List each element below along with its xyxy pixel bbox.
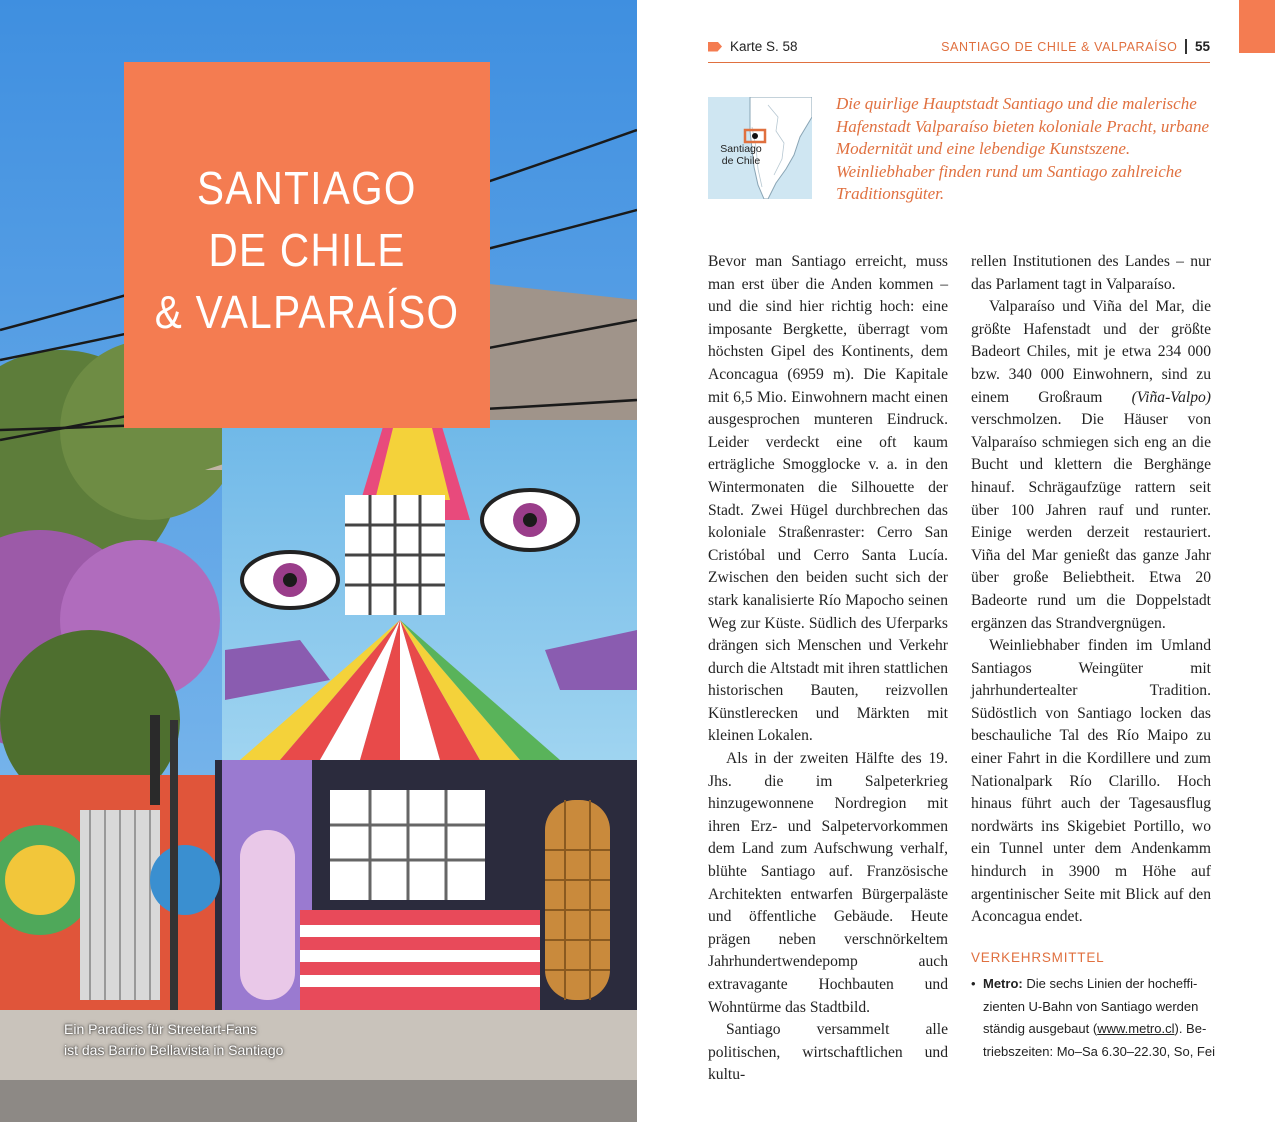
- section-title: SANTIAGO DE CHILE & VALPARAÍSO: [941, 39, 1178, 54]
- body-column-left: [708, 251, 948, 1087]
- map-reference-label: Karte S. 58: [730, 39, 798, 54]
- header-divider: [1185, 39, 1187, 54]
- body-paragraph: Als in der zweiten Hälfte des 19. Jhs. die im Salpeterkrieg hinzugewonnene Nordregion mit ihren Erz- und Salpetervorkommen dem Land zum Aufschwung verhalf, blühte Santiago auf. Französische Architekten entwarfen Bürgerpaläste und öffentliche Gebäude. Heute prägen neben verschnörkeltem Jahrhundertwendepomp auch extravagante Hochbauten und Wohntürme das Stadtbild.: [708, 750, 948, 1016]
- chapter-title-line-3: & VALPARAÍSO: [154, 286, 460, 338]
- bullet-line: zienten U-Bahn von Santiago werden: [983, 998, 1199, 1014]
- body-paragraph: Santiago versammelt alle politischen, wirtschaftlichen und kultu-: [708, 1021, 948, 1084]
- bullet-icon: •: [971, 976, 976, 991]
- map-label-line-2: de Chile: [721, 155, 761, 167]
- traffic-info: [971, 973, 1215, 1063]
- bullet-text: Die sechs Linien der hocheffi-: [1022, 976, 1198, 991]
- body-paragraph: Weinliebhaber finden im Umland Santiagos Weingüter mit jahrhundertealter Tradition. Südöstlich von Santiago locken das beschauliche Tal des Río Maipo zu einer Fahrt in die Kordillere und zum Nationalpark Río Clarillo. Hoch hinaus führt auch der Tagesausflug nordwärts ins Skigebiet Portillo, wo ein Tunnel unter dem Andenkamm hindurch in 3900 m Höhe auf argentinischer Seite mit Blick auf den Aconcagua endet.: [971, 637, 1211, 926]
- chapter-title-box: [124, 62, 490, 428]
- bullet-label: Metro:: [983, 976, 1023, 991]
- map-label: [717, 143, 765, 167]
- map-label-line-1: Santiago: [720, 143, 762, 155]
- bullet-line: triebszeiten: Mo–Sa 6.30–22.30, So, Fei: [983, 1043, 1215, 1059]
- photo-caption-line-2: ist das Barrio Bellavista in Santiago: [64, 1042, 284, 1058]
- bullet-text: ). Be-: [1174, 1021, 1207, 1036]
- page-number: 55: [1194, 39, 1210, 54]
- body-paragraph: Bevor man Santiago erreicht, muss man erst über die Anden kommen – und die sind hier richtig hoch: eine imposante Bergkette, überragt vom höchsten Gipel des Kontinents, dem Aconcagua (6959 m). Die Kapitale mit 6,5 Mio. Einwohnern macht einen ausgesprochen munteren Eindruck. Leider verdeckt eine oft kaum erträgliche Smogglocke v. a. in den Wintermonaten die Silhouette der Stadt. Zwei Hügel durchbrechen das koloniale Straßenraster: Cerro San Cristóbal und Cerro Santa Lucía. Zwischen den beiden sucht sich der stark kanalisierte Río Mapocho seinen Weg zur Küste. Südlich des Uferparks drängen sich Menschen und Verkehr durch die Altstadt mit ihren stattlichen historischen Bauten, reizvollen Künstlerecken und Märkten mit kleinen Lokalen.: [708, 253, 948, 745]
- running-head: [708, 39, 1210, 59]
- map-reference[interactable]: [708, 39, 798, 54]
- metro-link[interactable]: www.metro.cl: [1097, 1021, 1175, 1036]
- bullet-line: [971, 973, 1211, 996]
- body-paragraph-valparaiso: [971, 296, 1211, 635]
- photo-caption-line-1: Ein Paradies für Streetart-Fans: [64, 1021, 257, 1037]
- arrow-tag-icon: [708, 42, 722, 52]
- chapter-title-line-2: DE CHILE: [208, 224, 406, 276]
- intro-teaser: Die quirlige Hauptstadt Santiago und die malerische Hafenstadt Valparaíso bieten koloniale Pracht, urbane Modernität und eine lebendige Kunstszene. Weinliebhaber finden rund um Santiago zahlreiche Traditionsgüter.: [836, 94, 1210, 203]
- photo-caption: [64, 1019, 364, 1061]
- chapter-title-line-1: SANTIAGO: [197, 162, 417, 214]
- italic-term: (Viña-Valpo): [1131, 388, 1211, 406]
- body-paragraph: rellen Institutionen des Landes – nur das Parlament tagt in Valparaíso.: [971, 253, 1211, 293]
- bullet-text: ständig ausgebaut (: [983, 1021, 1098, 1036]
- traffic-heading: VERKEHRSMITTEL: [971, 950, 1105, 965]
- body-text: verschmolzen. Die Häuser von Valparaíso schmiegen sich eng an die Bucht und klettern die Berghänge hinauf. Schrägaufzüge rattern seit über 100 Jahren rauf und runter. Einige werden derzeit restauriert. Viña del Mar genießt das ganze Jahr über große Beliebtheit. Etwa 20 Badeorte rund um die Doppelstadt ergänzen das Strandvergnügen.: [971, 411, 1211, 632]
- header-rule: [708, 62, 1210, 63]
- section-info: [941, 39, 1210, 54]
- bullet-line: [971, 1018, 1211, 1041]
- chapter-tab: [1239, 0, 1275, 53]
- photo-page: [0, 0, 637, 1122]
- text-page: [637, 0, 1275, 1122]
- locator-map[interactable]: [708, 97, 812, 199]
- body-text: Valparaíso und Viña del Mar, die größte Hafenstadt und der größte Badeort Chiles, mit je etwa 234 000 bzw. 340 000 Einwohnern, sind zu einem Großraum: [971, 298, 1211, 406]
- body-column-right: [971, 251, 1211, 929]
